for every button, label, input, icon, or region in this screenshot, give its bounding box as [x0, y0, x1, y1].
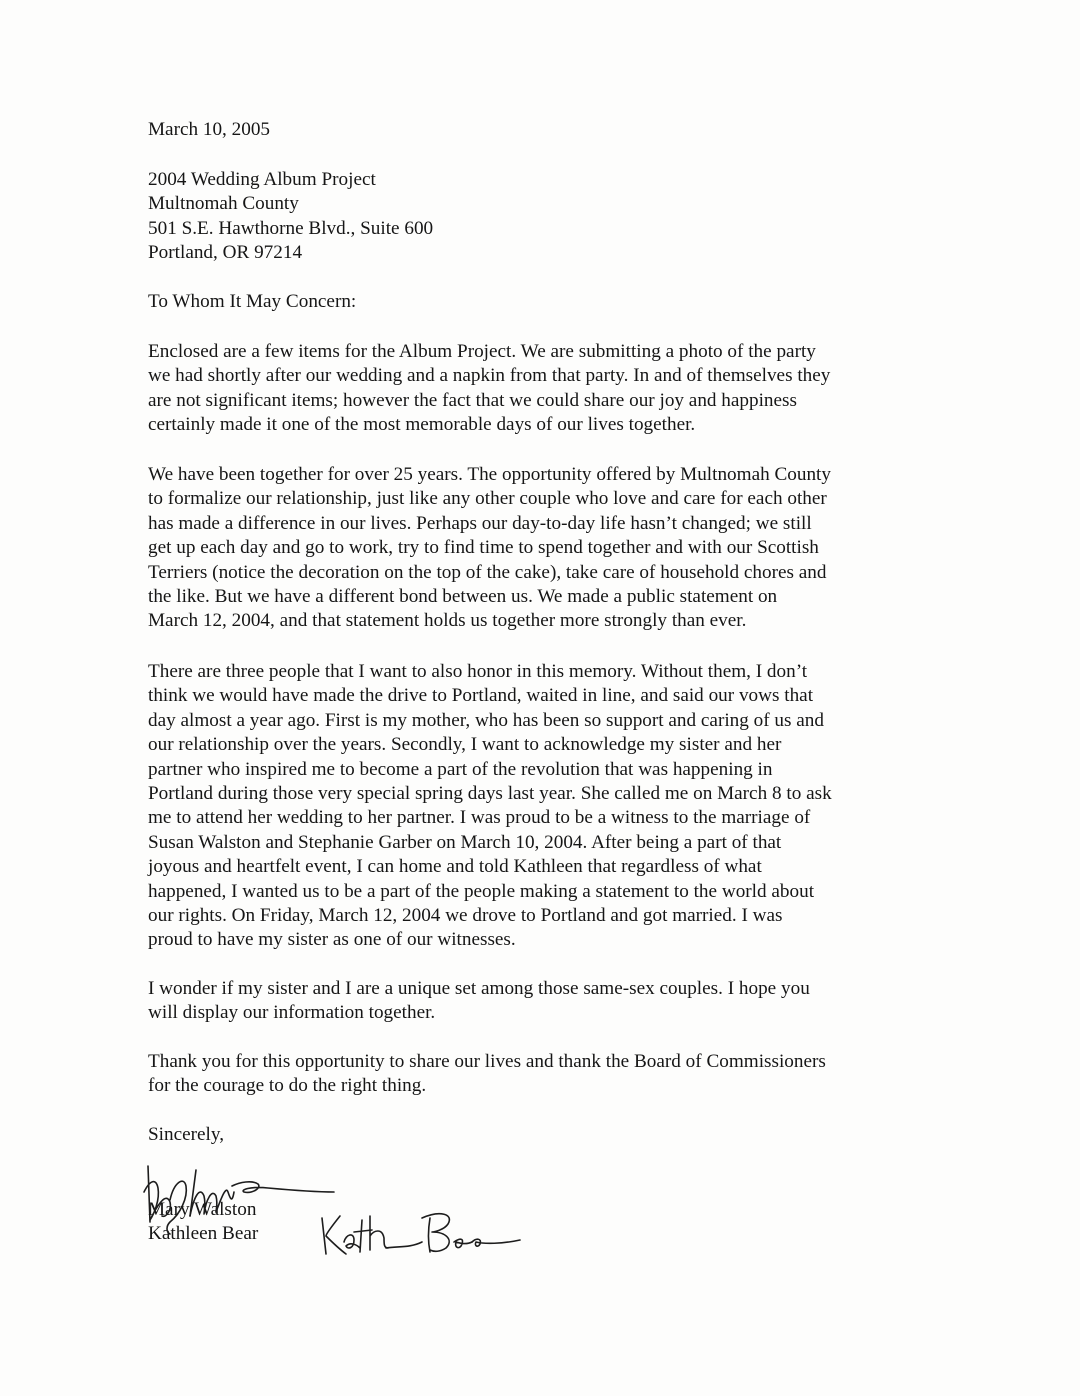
- paragraph-line: the like. But we have a different bond between us. We made a public statement on: [148, 585, 778, 607]
- paragraph-line: partner who inspired me to become a part of the revolution that was happening in: [148, 758, 773, 780]
- paragraph-line: get up each day and go to work, try to find time to spend together and with our Scottish: [148, 537, 819, 559]
- closing-line: Sincerely,: [148, 1124, 225, 1145]
- signer-name: Kathleen Bear: [148, 1223, 259, 1245]
- recipient-address: [148, 168, 433, 266]
- paragraph-line: Enclosed are a few items for the Album Project. We are submitting a photo of the party: [148, 341, 816, 362]
- address-line: 501 S.E. Hawthorne Blvd., Suite 600: [148, 217, 434, 239]
- address-line: 2004 Wedding Album Project: [148, 169, 376, 190]
- signer-name: Mary Walston: [148, 1199, 257, 1220]
- paragraph-line: are not significant items; however the fact that we could share our joy and happiness: [148, 389, 797, 411]
- address-line: Portland, OR 97214: [148, 242, 303, 264]
- paragraph-line: proud to have my sister as one of our witnesses.: [148, 929, 516, 951]
- paragraph-line: has made a difference in our lives. Perhaps our day-to-day life hasn’t changed; we still: [148, 512, 812, 534]
- paragraph-line: me to attend her wedding to her partner. I was proud to be a witness to the marriage of: [148, 807, 811, 829]
- paragraph-line: our relationship over the years. Secondly, I want to acknowledge my sister and her: [148, 734, 782, 756]
- paragraph-line: our rights. On Friday, March 12, 2004 we drove to Portland and got married. I was: [148, 904, 783, 926]
- paragraph-line: Portland during those very special spring days last year. She called me on March 8 to ask: [148, 782, 832, 804]
- address-line: Multnomah County: [148, 193, 299, 215]
- paragraph-2: [148, 463, 831, 634]
- date-line: March 10, 2005: [148, 119, 271, 140]
- letter-date: [148, 118, 270, 142]
- paragraph-line: we had shortly after our wedding and a napkin from that party. In and of themselves they: [148, 365, 831, 387]
- paragraph-line: I wonder if my sister and I are a unique set among those same-sex couples. I hope you: [148, 978, 810, 999]
- paragraph-5: [148, 1050, 826, 1099]
- paragraph-line: Thank you for this opportunity to share our lives and thank the Board of Commissioners: [148, 1051, 826, 1072]
- salutation: [148, 290, 356, 314]
- paragraph-line: think we would have made the drive to Portland, waited in line, and said our vows that: [148, 685, 814, 707]
- paragraph-line: to formalize our relationship, just like any other couple who love and care for each other: [148, 488, 827, 510]
- closing: [148, 1123, 224, 1147]
- paragraph-line: March 12, 2004, and that statement holds us together more strongly than ever.: [148, 610, 747, 632]
- paragraph-line: for the courage to do the right thing.: [148, 1075, 427, 1097]
- paragraph-line: Terriers (notice the decoration on the top of the cake), take care of household chores and: [148, 561, 827, 583]
- paragraph-line: joyous and heartfelt event, I can home and told Kathleen that regardless of what: [148, 856, 762, 878]
- paragraph-line: will display our information together.: [148, 1002, 436, 1024]
- paragraph-4: [148, 977, 810, 1026]
- paragraph-line: day almost a year ago. First is my mother, who has been so support and caring of us and: [148, 709, 824, 731]
- paragraph-line: Susan Walston and Stephanie Garber on March 10, 2004. After being a part of that: [148, 831, 782, 853]
- signer-names: [148, 1198, 258, 1247]
- paragraph-line: We have been together for over 25 years. The opportunity offered by Multnomah County: [148, 464, 831, 485]
- salutation-line: To Whom It May Concern:: [148, 291, 357, 312]
- paragraph-line: happened, I wanted us to be a part of the people making a statement to the world about: [148, 880, 815, 902]
- paragraph-line: There are three people that I want to also honor in this memory. Without them, I don’t: [148, 661, 808, 682]
- paragraph-line: certainly made it one of the most memorable days of our lives together.: [148, 414, 696, 436]
- paragraph-3: [148, 660, 832, 953]
- paragraph-1: [148, 340, 830, 438]
- kathleen-bear-signature: [314, 1202, 524, 1262]
